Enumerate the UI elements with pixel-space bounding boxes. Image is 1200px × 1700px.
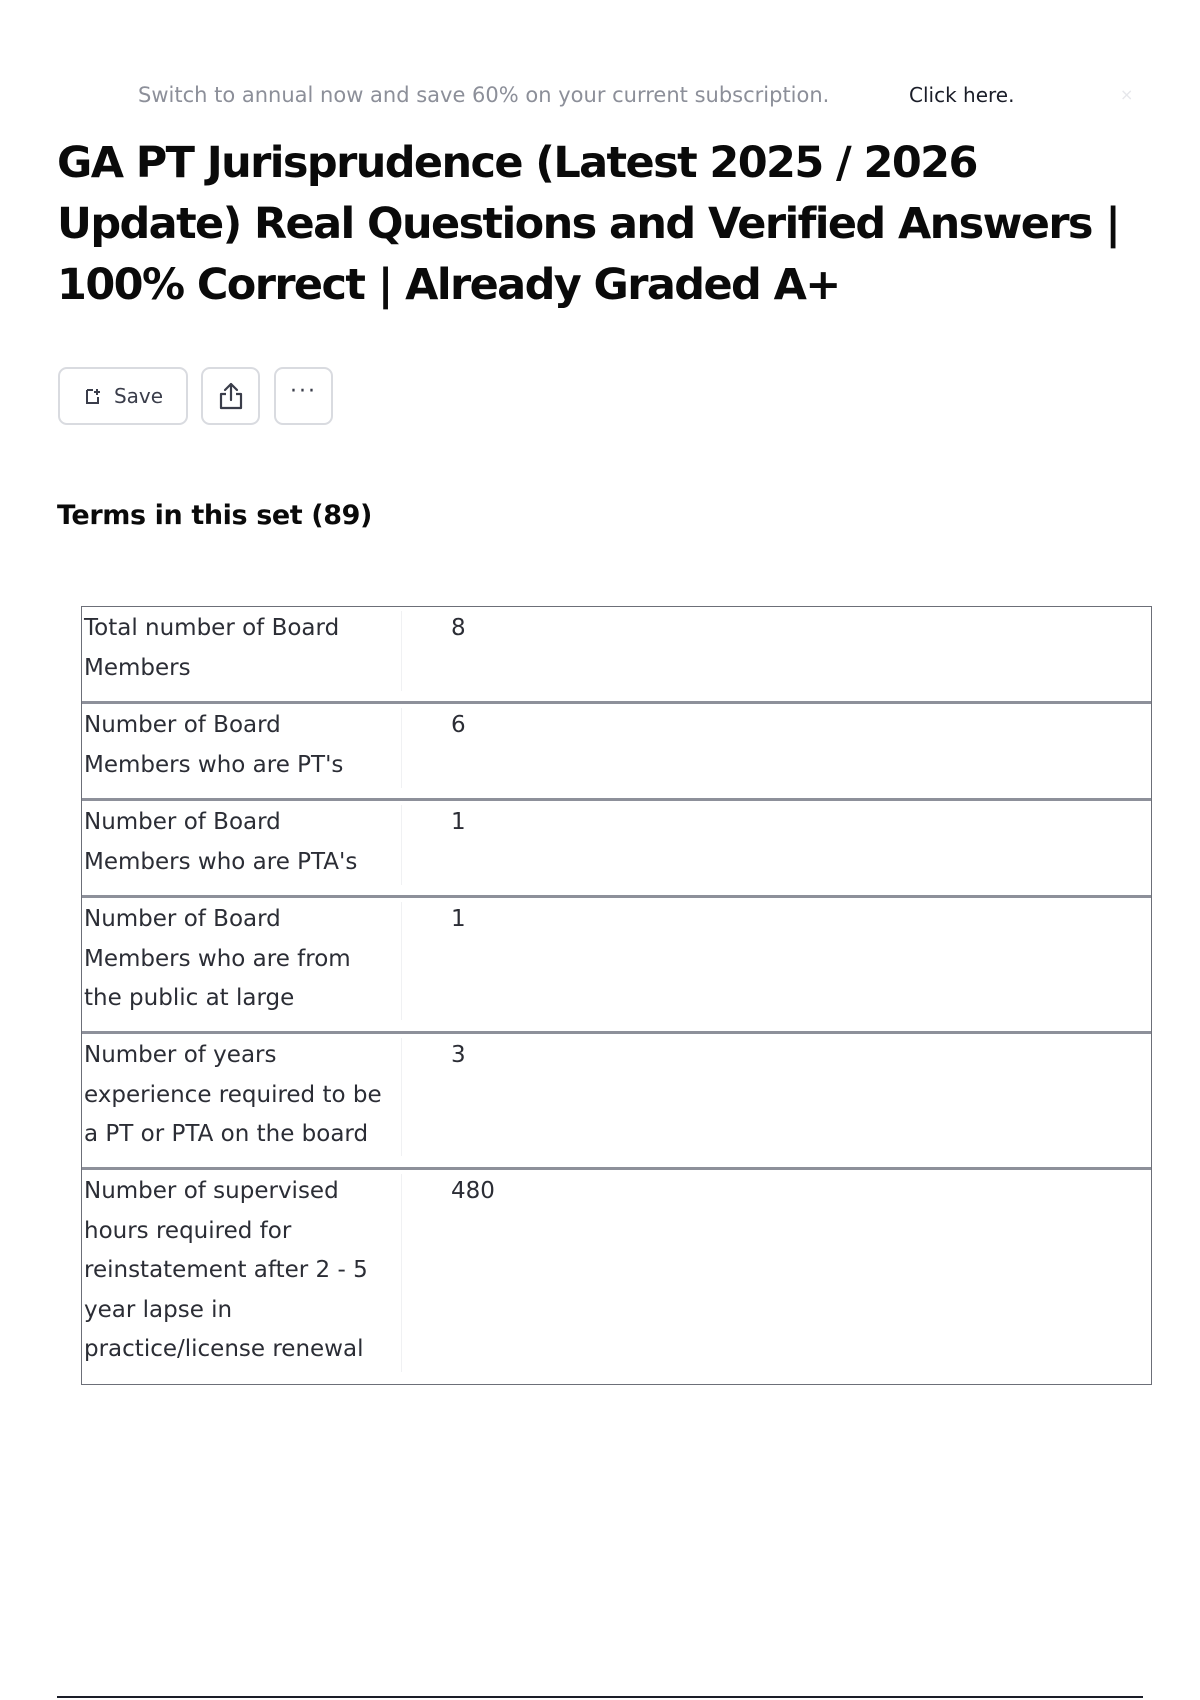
term-text: Number of supervised hours required for reinstatement after 2 - 5 year lapse in practice/license renewal — [84, 1178, 368, 1362]
close-icon[interactable]: × — [1120, 85, 1134, 104]
promo-banner — [0, 78, 1200, 112]
terms-heading: Terms in this set (89) — [57, 500, 372, 531]
more-options-button[interactable] — [274, 367, 333, 425]
term-text: Number of Board Members who are PT's — [84, 712, 344, 778]
term-text: Number of Board Members who are from the public at large — [84, 906, 351, 1011]
cell-divider — [401, 805, 402, 885]
save-button[interactable] — [58, 367, 188, 425]
more-options-icon: ··· — [290, 379, 317, 404]
definition-text: 480 — [451, 1178, 495, 1204]
cell-divider — [401, 708, 402, 788]
table-row[interactable] — [82, 704, 1151, 798]
table-row[interactable] — [82, 898, 1151, 1031]
save-icon — [83, 387, 102, 406]
footer-divider — [57, 1696, 1143, 1698]
promo-link[interactable]: Click here. — [909, 83, 1015, 107]
term-text: Total number of Board Members — [84, 615, 340, 681]
definition-text: 3 — [451, 1042, 466, 1068]
definition-text: 6 — [451, 712, 466, 738]
term-text: Number of years experience required to be a PT or PTA on the board — [84, 1042, 382, 1147]
definition-text: 1 — [451, 906, 466, 932]
term-text: Number of Board Members who are PTA's — [84, 809, 358, 875]
promo-text: Switch to annual now and save 60% on your current subscription. — [138, 83, 830, 107]
save-button-label: Save — [113, 384, 164, 408]
table-row[interactable] — [82, 1034, 1151, 1167]
cell-divider — [401, 1038, 402, 1156]
share-icon — [217, 381, 245, 411]
cell-divider — [401, 1174, 402, 1372]
table-row[interactable] — [82, 607, 1151, 701]
definition-text: 1 — [451, 809, 466, 835]
share-button[interactable] — [201, 367, 260, 425]
terms-table — [81, 606, 1152, 1385]
cell-divider — [401, 902, 402, 1020]
definition-text: 8 — [451, 615, 466, 641]
table-row[interactable] — [82, 801, 1151, 895]
table-row[interactable] — [82, 1170, 1151, 1384]
page-title: GA PT Jurisprudence (Latest 2025 / 2026 Update) Real Questions and Verified Answers | 100% Correct | Already Graded A+ — [57, 138, 1120, 310]
cell-divider — [401, 611, 402, 691]
